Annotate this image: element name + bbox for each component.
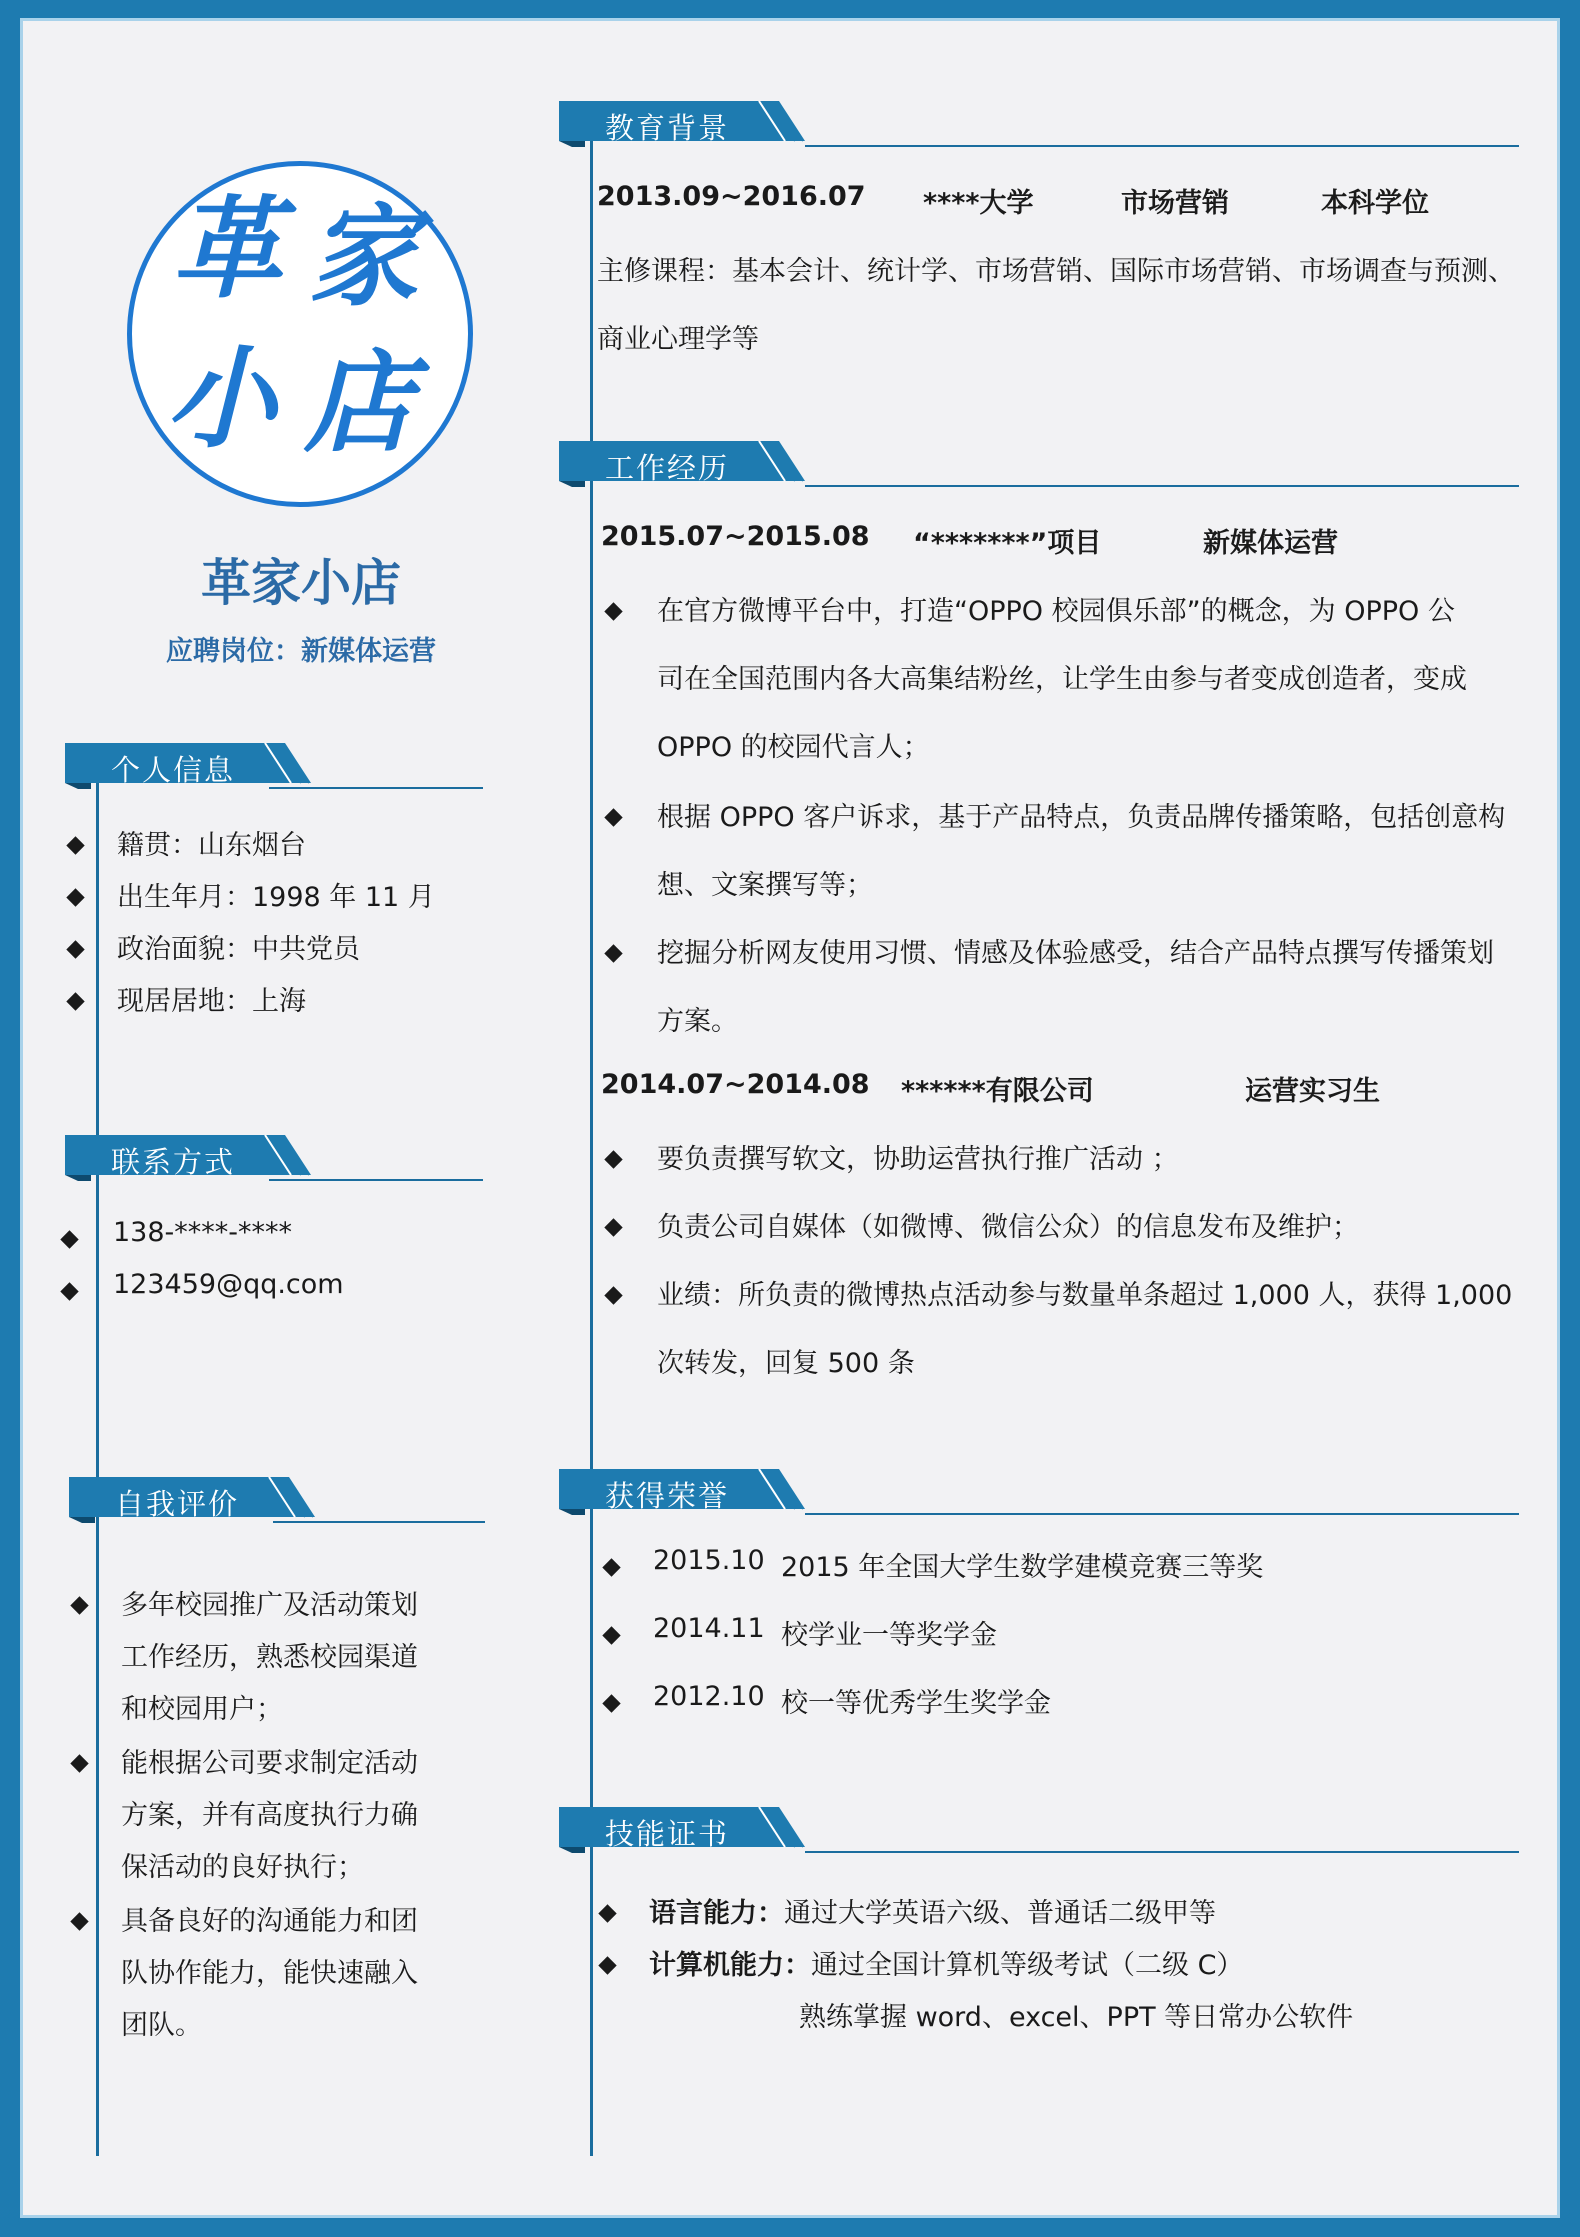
bullet-diamond-icon <box>604 1286 622 1304</box>
section-header-contact <box>65 1135 485 1181</box>
contact-phone[interactable]: 138-****-**** <box>113 1217 293 1248</box>
education-school: ****大学 <box>923 188 1034 219</box>
work-bullet-line: 司在全国范围内各大高集结粉丝，让学生由参与者变成创造者，变成 <box>657 664 1467 695</box>
personal-political: 政治面貌：中共党员 <box>117 934 360 965</box>
self-eval-line: 队协作能力，能快速融入 <box>121 1958 418 1989</box>
divider-honors <box>805 1513 1519 1515</box>
work-bullet-line: 负责公司自媒体（如微博、微信公众）的信息发布及维护； <box>657 1212 1359 1243</box>
bullet-diamond-icon <box>604 602 622 620</box>
bullet-diamond-icon <box>604 808 622 826</box>
section-header-skills <box>559 1807 1519 1853</box>
bullet-diamond-icon <box>70 1912 88 1930</box>
skill-language-text: 通过大学英语六级、普通话二级甲等 <box>784 1898 1216 1929</box>
divider-self-eval <box>273 1521 485 1523</box>
education-major: 市场营销 <box>1121 188 1229 219</box>
section-title-self-eval: 自我评价 <box>115 1487 240 1521</box>
self-eval-line: 保活动的良好执行； <box>121 1852 364 1883</box>
section-header-self-eval <box>69 1477 489 1523</box>
work-org: ******有限公司 <box>901 1076 1094 1107</box>
bullet-diamond-icon <box>60 1230 78 1248</box>
section-header-personal <box>65 743 485 789</box>
position-applied: 应聘岗位：新媒体运营 <box>166 636 436 667</box>
self-eval-line: 多年校园推广及活动策划 <box>121 1590 418 1621</box>
education-courses: 商业心理学等 <box>597 324 759 355</box>
section-title-work: 工作经历 <box>605 451 730 485</box>
section-title-personal: 个人信息 <box>111 753 236 787</box>
skill-language-label: 语言能力： <box>649 1898 784 1929</box>
bullet-diamond-icon <box>66 836 84 854</box>
honor-text: 校一等优秀学生奖学金 <box>781 1688 1051 1719</box>
work-role: 运营实习生 <box>1245 1076 1380 1107</box>
section-header-work <box>559 441 1519 487</box>
bullet-diamond-icon <box>66 940 84 958</box>
bullet-diamond-icon <box>66 888 84 906</box>
work-period: 2014.07~2014.08 <box>601 1069 870 1100</box>
education-courses: 主修课程：基本会计、统计学、市场营销、国际市场营销、市场调查与预测、 <box>597 256 1515 287</box>
logo-char-1: 革 <box>172 184 282 313</box>
personal-birth: 出生年月：1998 年 11 月 <box>117 882 435 913</box>
personal-residence: 现居居地：上海 <box>117 986 306 1017</box>
bullet-diamond-icon <box>598 1956 616 1974</box>
education-degree: 本科学位 <box>1321 188 1429 219</box>
skill-computer-label: 计算机能力： <box>649 1950 811 1981</box>
self-eval-line: 工作经历，熟悉校园渠道 <box>121 1642 418 1673</box>
self-eval-line: 方案，并有高度执行力确 <box>121 1800 418 1831</box>
work-bullet-line: 方案。 <box>657 1006 738 1037</box>
bullet-diamond-icon <box>70 1596 88 1614</box>
bullet-diamond-icon <box>70 1754 88 1772</box>
honor-text: 校学业一等奖学金 <box>781 1620 997 1651</box>
honor-date: 2015.10 <box>653 1545 765 1576</box>
work-bullet-line: OPPO 的校园代言人； <box>657 732 930 763</box>
work-bullet-line: 业绩：所负责的微博热点活动参与数量单条超过 1,000 人，获得 1,000 <box>657 1280 1513 1311</box>
section-header-honors <box>559 1469 1519 1515</box>
bullet-diamond-icon <box>602 1558 620 1576</box>
resume-page <box>20 18 1560 2218</box>
logo-char-2: 家 <box>308 192 418 321</box>
divider-work <box>805 485 1519 487</box>
work-bullet-line: 要负责撰写软文，协助运营执行推广活动 ； <box>657 1144 1179 1175</box>
shop-logo <box>127 161 473 507</box>
work-role: 新媒体运营 <box>1203 528 1338 559</box>
honor-text: 2015 年全国大学生数学建模竞赛三等奖 <box>781 1552 1264 1583</box>
work-bullet-line: 挖掘分析网友使用习惯、情感及体验感受，结合产品特点撰写传播策划 <box>657 938 1494 969</box>
divider-personal <box>269 787 483 789</box>
personal-hometown: 籍贯：山东烟台 <box>117 830 306 861</box>
section-header-education <box>559 101 1519 147</box>
work-bullet-line: 在官方微博平台中，打造“OPPO 校园俱乐部”的概念，为 OPPO 公 <box>657 596 1455 627</box>
bullet-diamond-icon <box>60 1282 78 1300</box>
section-title-education: 教育背景 <box>605 111 730 145</box>
work-bullet-line: 根据 OPPO 客户诉求，基于产品特点，负责品牌传播策略，包括创意构 <box>657 802 1506 833</box>
bullet-diamond-icon <box>604 1218 622 1236</box>
divider-education <box>805 145 1519 147</box>
skill-language <box>649 1891 1216 1930</box>
divider-contact <box>269 1179 483 1181</box>
bullet-diamond-icon <box>66 992 84 1010</box>
self-eval-line: 能根据公司要求制定活动 <box>121 1748 418 1779</box>
self-eval-line: 和校园用户； <box>121 1694 283 1725</box>
honor-date: 2014.11 <box>653 1613 765 1644</box>
honor-date: 2012.10 <box>653 1681 765 1712</box>
skill-computer <box>649 1943 1243 1982</box>
bullet-diamond-icon <box>598 1904 616 1922</box>
logo-char-3: 小 <box>166 334 276 463</box>
self-eval-line: 团队。 <box>121 2010 202 2041</box>
work-period: 2015.07~2015.08 <box>601 521 870 552</box>
candidate-name: 革家小店 <box>201 554 401 612</box>
section-title-skills: 技能证书 <box>605 1817 730 1851</box>
bullet-diamond-icon <box>602 1626 620 1644</box>
work-bullet-line: 想、文案撰写等； <box>657 870 873 901</box>
left-timeline-line <box>96 763 99 2156</box>
bullet-diamond-icon <box>604 944 622 962</box>
skill-computer-text: 通过全国计算机等级考试（二级 C） <box>811 1950 1244 1981</box>
work-org: “*******”项目 <box>913 528 1102 559</box>
logo-char-4: 店 <box>304 338 414 467</box>
work-bullet-line: 次转发，回复 500 条 <box>657 1348 915 1379</box>
skill-computer-extra: 熟练掌握 word、excel、PPT 等日常办公软件 <box>799 2002 1354 2033</box>
section-title-contact: 联系方式 <box>111 1145 236 1179</box>
bullet-diamond-icon <box>602 1694 620 1712</box>
bullet-diamond-icon <box>604 1150 622 1168</box>
divider-skills <box>805 1851 1519 1853</box>
contact-email[interactable]: 123459@qq.com <box>113 1269 344 1300</box>
education-period: 2013.09~2016.07 <box>597 181 866 212</box>
section-title-honors: 获得荣誉 <box>605 1479 730 1513</box>
self-eval-line: 具备良好的沟通能力和团 <box>121 1906 418 1937</box>
